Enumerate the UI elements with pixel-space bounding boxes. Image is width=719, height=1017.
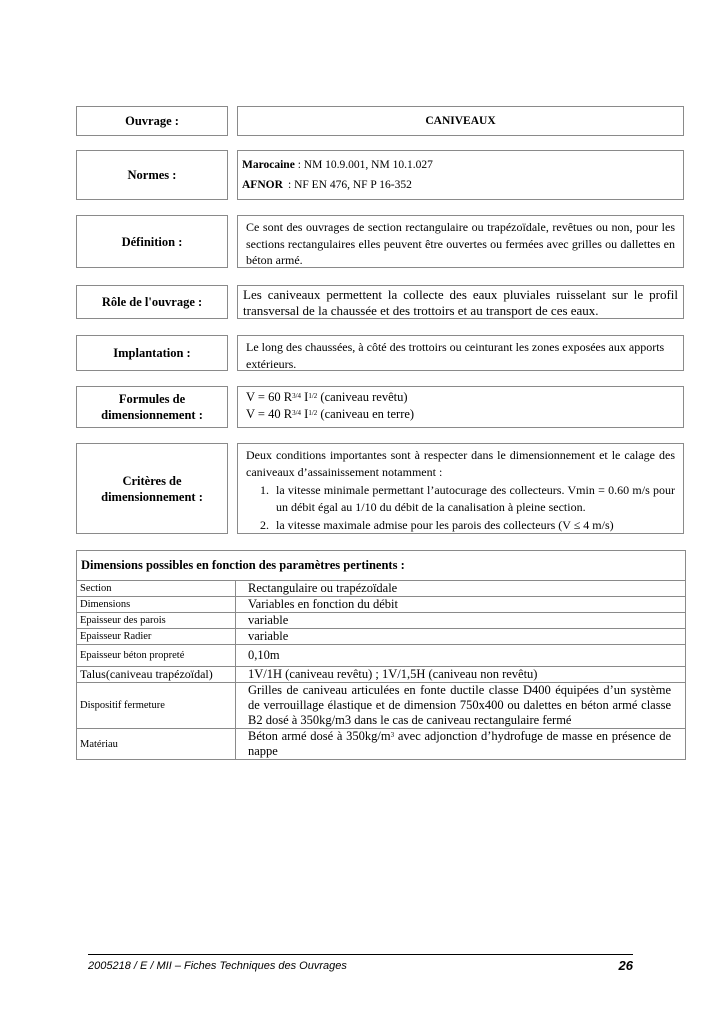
normes-value-box (237, 150, 684, 200)
table-row (77, 581, 686, 597)
ouvrage-value-box (237, 106, 684, 136)
param-cell: Dimensions (77, 597, 236, 613)
definition-text: Ce sont des ouvrages de section rectangulaire ou trapézoïdale, revêtues ou non, pour les sections rectangulaires elles peuvent être ouvertes ou fermées avec grilles ou dallettes en béton armé. (246, 220, 675, 267)
param-cell: Talus(caniveau trapézoïdal) (77, 667, 236, 683)
table-row (77, 667, 686, 683)
value-cell: Béton armé dosé à $350kg/m^3$ avec adjonction d’hydrofuge de masse en présence de nappe (236, 729, 686, 760)
criteres-value-box (237, 443, 684, 534)
criteres-label-line-2: dimensionnement : (101, 489, 203, 504)
formules-label-line-2: dimensionnement : (101, 408, 203, 422)
table-row (77, 613, 686, 629)
criteres-intro: Deux conditions importantes sont à respecter dans le dimensionnement et le calage des caniveaux d’assainissement notamment : (246, 448, 675, 479)
ouvrage-label: Ouvrage : (125, 114, 179, 128)
formules-label-line-1: Formules de (118, 392, 186, 406)
param-cell: Epaisseur Radier (77, 629, 236, 645)
dimensions-title-row (77, 551, 686, 581)
table-row (77, 683, 686, 729)
normes-afnor-key: AFNOR (242, 179, 283, 191)
role-label-box (76, 285, 228, 319)
role-label: Rôle de l'ouvrage : (101, 295, 203, 309)
criteres-item-2: 2. la vitesse maximale admise pour les parois des collecteurs (V ≤ 4 m/s) (272, 517, 675, 534)
value-cell: 1V/1H (caniveau revêtu) ; 1V/1,5H (caniveau non revêtu) (236, 667, 686, 683)
value-cell: Rectangulaire ou trapézoïdale (236, 581, 686, 597)
normes-line-2 (242, 175, 679, 195)
table-row (77, 729, 686, 760)
criteres-label-line-1: Critères de (122, 473, 182, 488)
implantation-label-box (76, 335, 228, 371)
normes-label-box (76, 150, 228, 200)
param-cell: Dispositif fermeture (77, 683, 236, 729)
table-row (77, 645, 686, 667)
criteres-item-1: 1. la vitesse minimale permettant l’autocurage des collecteurs. Vmin = 0.60 m/s pour un débit égal au 1/10 du débit de la canalisation à pleine section. (272, 482, 675, 515)
implantation-label: Implantation : (113, 346, 191, 360)
footer-divider (88, 954, 633, 955)
normes-afnor-value: : NF EN 476, NF P 16-352 (288, 179, 412, 191)
formules-label-box (76, 386, 228, 428)
definition-label: Définition : (121, 234, 183, 249)
normes-label: Normes : (127, 168, 177, 182)
role-value-box (237, 285, 684, 319)
param-cell: Epaisseur des parois (77, 613, 236, 629)
normes-line-1 (242, 155, 679, 175)
implantation-text: Le long des chaussées, à côté des trottoirs ou ceinturant les zones exposées aux apports extérieurs. (246, 340, 665, 371)
page-number: 26 (618, 958, 633, 973)
definition-label-box (76, 215, 228, 268)
role-text: Les caniveaux permettent la collecte des eaux pluviales ruisselant sur le profil transversal de la chaussée et des trottoirs et au transport de ces eaux. (243, 287, 678, 318)
table-row (77, 597, 686, 613)
implantation-value-box (237, 335, 684, 371)
formula-revetu: V = 60 $R^{3/4}$ $I^{1/2}$ (caniveau revêtu) (246, 390, 408, 404)
value-cell: Grilles de caniveau articulées en fonte ductile classe D400 équipées d’un système de verrouillage élastique et de dimension 750x400 ou dalettes en béton armé classe B2 dosé à 350kg/m3 dans le cas de caniveau rectangulaire fermé (236, 683, 686, 729)
formules-value-box (237, 386, 684, 428)
dimensions-title: Dimensions possibles en fonction des paramètres pertinents : (77, 551, 686, 581)
param-cell: Section (77, 581, 236, 597)
normes-marocaine-value: : NM 10.9.001, NM 10.1.027 (294, 159, 433, 171)
ouvrage-label-box (76, 106, 228, 136)
value-cell: variable (236, 613, 686, 629)
table-row (77, 629, 686, 645)
param-cell: Matériau (77, 729, 236, 760)
value-cell: variable (236, 629, 686, 645)
criteres-label-box (76, 443, 228, 534)
normes-marocaine-key: Marocaine (242, 159, 295, 171)
formula-terre: V = 40 $R^{3/4}$ $I^{1/2}$ (caniveau en terre) (246, 407, 415, 421)
definition-value-box (237, 215, 684, 268)
ouvrage-value: CANIVEAUX (425, 115, 496, 127)
value-cell: Variables en fonction du débit (236, 597, 686, 613)
footer-reference: 2005218 / E / MII – Fiches Techniques des Ouvrages (88, 960, 347, 972)
criteres-list (246, 482, 675, 534)
param-cell: Epaisseur béton propreté (77, 645, 236, 667)
value-cell: 0,10m (236, 645, 686, 667)
dimensions-table (76, 550, 686, 760)
